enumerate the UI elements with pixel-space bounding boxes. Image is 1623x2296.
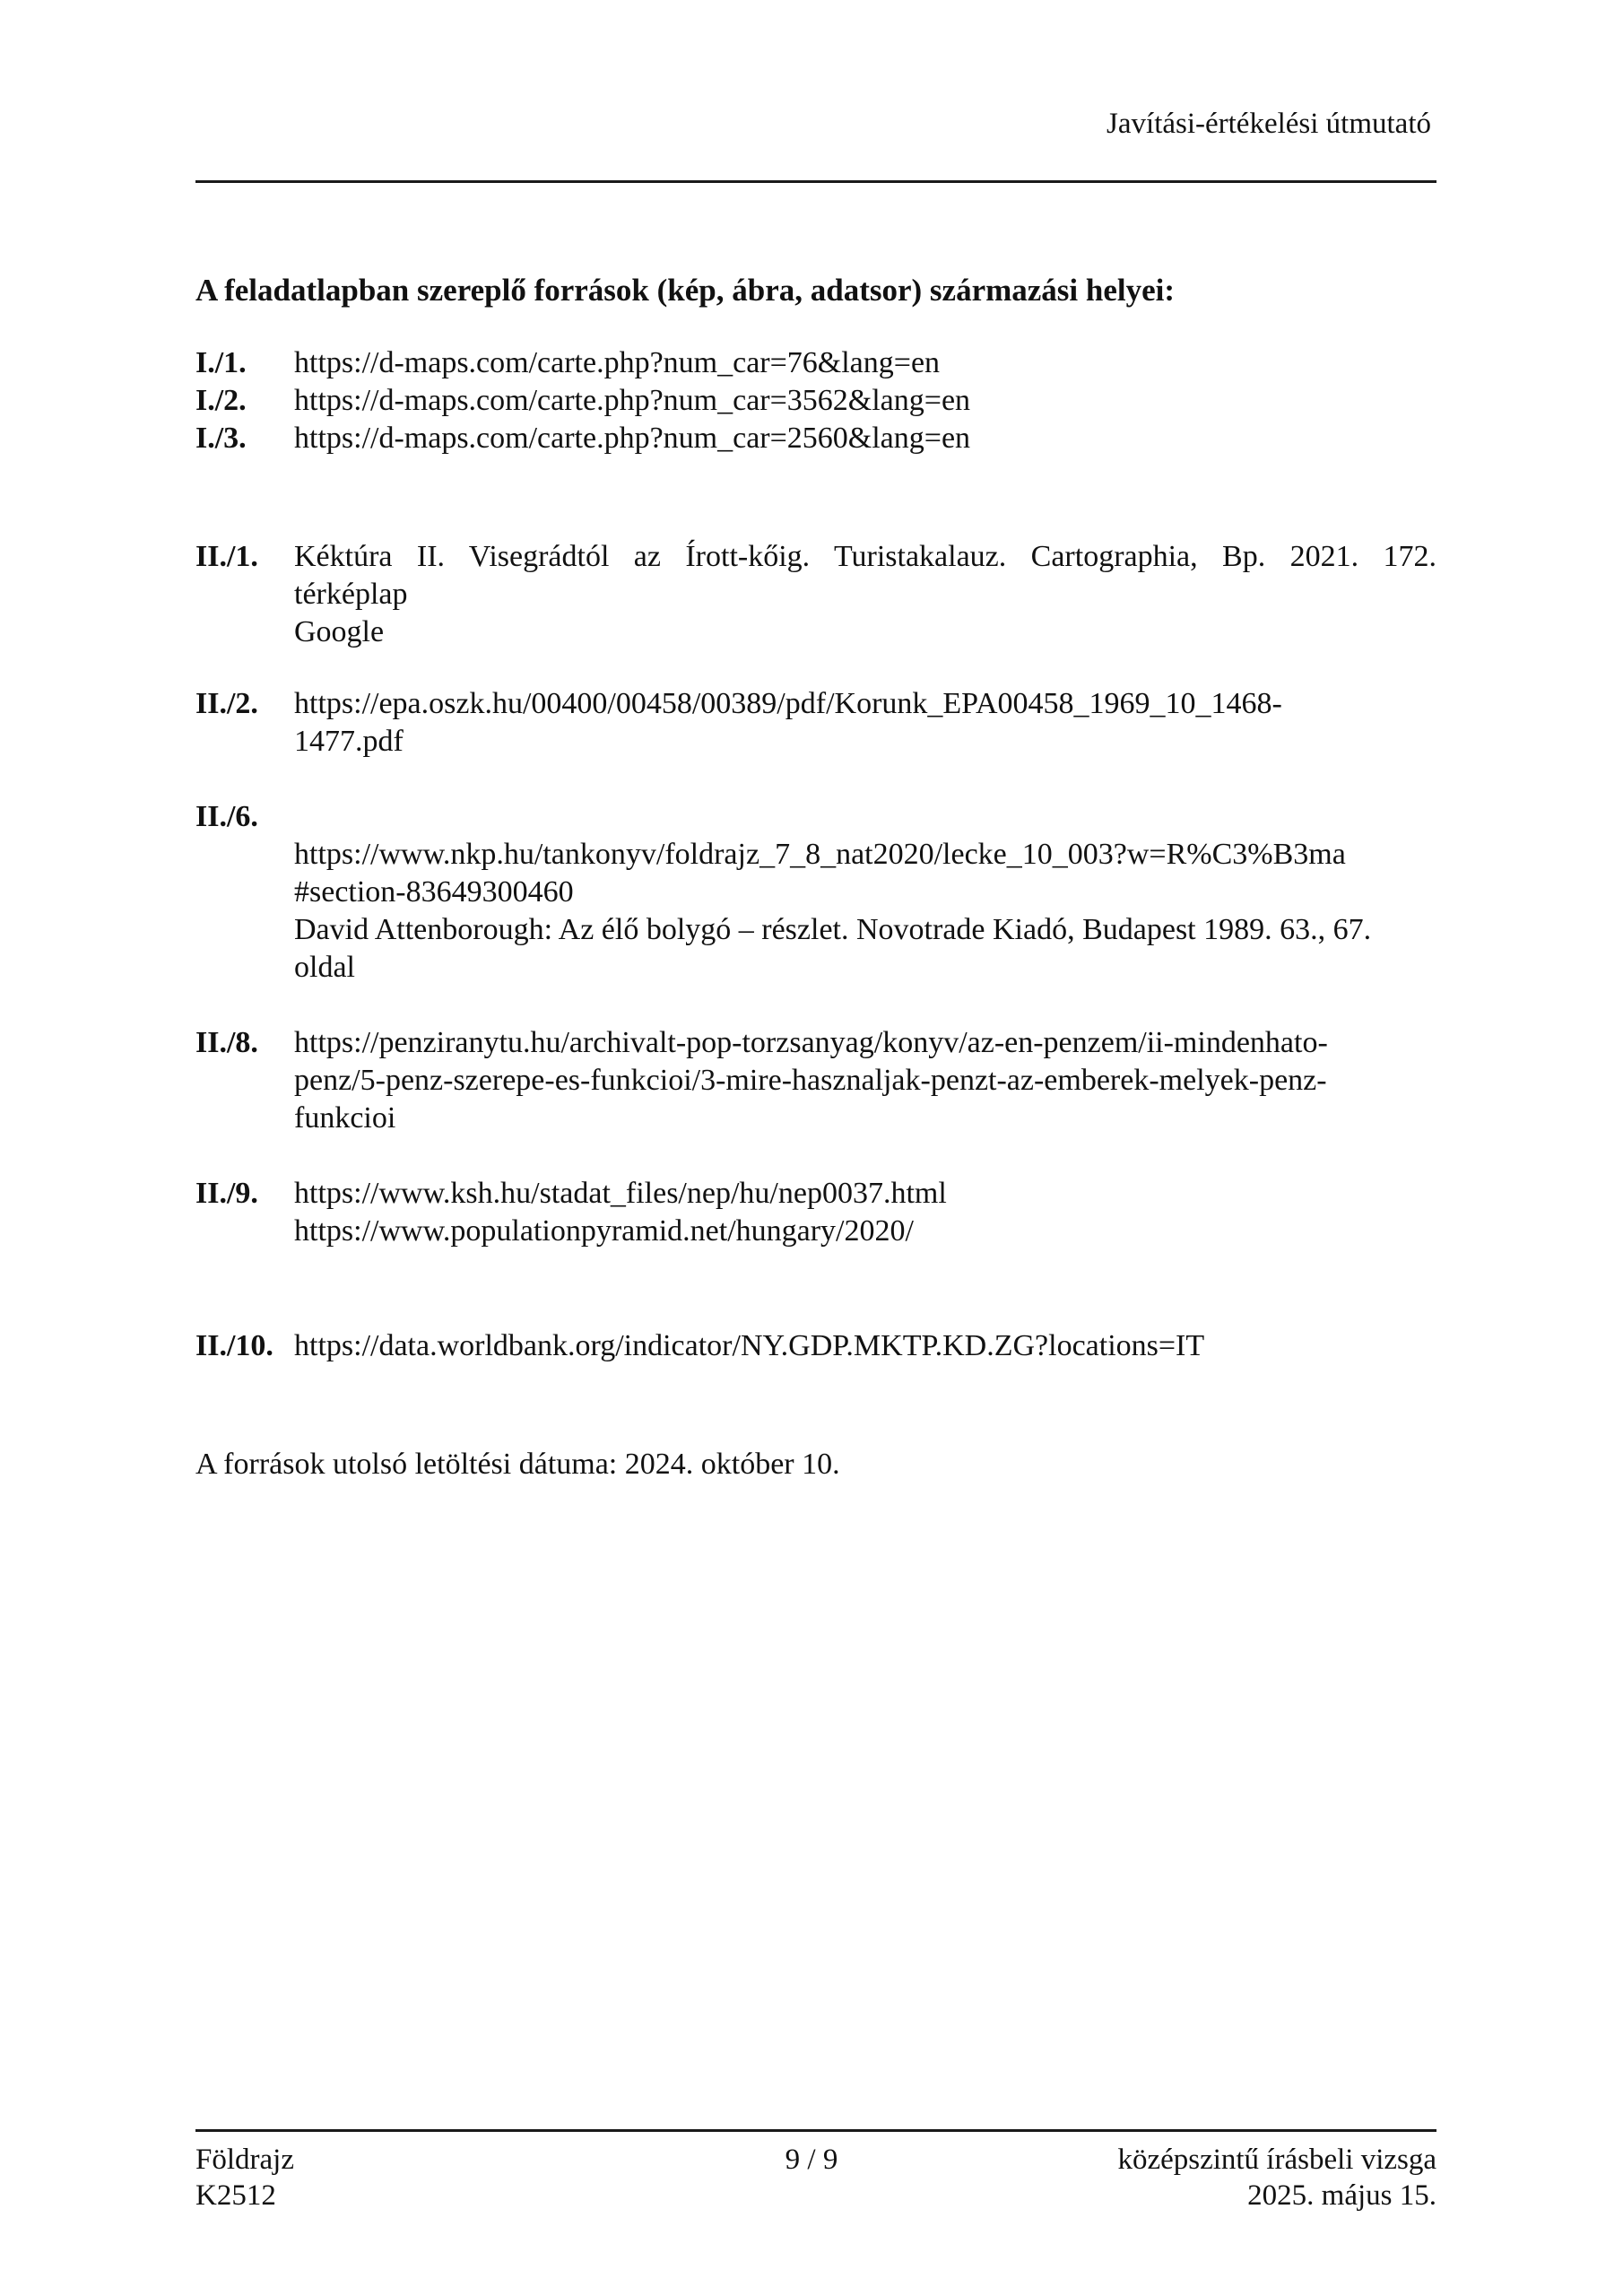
footer-date: 2025. május 15. xyxy=(1247,2179,1436,2212)
source-line: #section-83649300460 xyxy=(294,875,574,909)
footer-exam: középszintű írásbeli vizsga xyxy=(1117,2144,1436,2176)
source-row xyxy=(195,382,1436,420)
source-line: https://www.nkp.hu/tankonyv/foldrajz_7_8_nat2020/lecke_10_003?w=R%C3%B3ma xyxy=(294,838,1346,871)
source-row xyxy=(195,1175,1436,1250)
source-line: https://data.worldbank.org/indicator/NY.GDP.MKTP.KD.ZG?locations=IT xyxy=(294,1329,1205,1362)
source-line: penz/5-penz-szerepe-es-funkcioi/3-mire-hasznaljak-penzt-az-emberek-melyek-penz- xyxy=(294,1064,1327,1097)
download-date: A források utolsó letöltési dátuma: 2024. október 10. xyxy=(195,1448,840,1481)
source-row xyxy=(195,685,1436,761)
source-line: https://epa.oszk.hu/00400/00458/00389/pdf/Korunk_EPA00458_1969_10_1468- xyxy=(294,687,1282,720)
source-line: https://www.populationpyramid.net/hungary/2020/ xyxy=(294,1214,914,1248)
source-row xyxy=(195,420,1436,457)
source-line: https://d-maps.com/carte.php?num_car=76&lang=en xyxy=(294,346,941,379)
source-label: II./2. xyxy=(195,687,258,720)
footer-code: K2512 xyxy=(195,2179,276,2212)
source-line: David Attenborough: Az élő bolygó – részlet. Novotrade Kiadó, Budapest 1989. 63., 67. xyxy=(294,913,1372,946)
source-label: II./10. xyxy=(195,1329,273,1362)
source-row xyxy=(195,798,1436,836)
running-header: Javítási-értékelési útmutató xyxy=(1107,108,1431,140)
source-label: II./1. xyxy=(195,540,258,573)
source-line: https://d-maps.com/carte.php?num_car=3562&lang=en xyxy=(294,384,971,417)
source-label: II./9. xyxy=(195,1177,258,1210)
source-row xyxy=(195,1327,1436,1365)
page-number: 9 / 9 xyxy=(785,2144,838,2176)
source-line: oldal xyxy=(294,951,355,984)
source-line: 1477.pdf xyxy=(294,725,404,758)
source-label: II./8. xyxy=(195,1026,258,1059)
source-row-body xyxy=(195,836,1436,987)
source-label: I./2. xyxy=(195,384,247,417)
source-label: I./1. xyxy=(195,346,247,379)
header-rule xyxy=(195,180,1436,183)
source-line: Google xyxy=(294,615,385,648)
footer-right xyxy=(1117,2142,1436,2213)
source-line: térképlap xyxy=(294,578,408,611)
source-line: https://d-maps.com/carte.php?num_car=2560&lang=en xyxy=(294,422,971,455)
source-row xyxy=(195,538,1436,651)
source-line: funkcioi xyxy=(294,1101,396,1135)
footer-rule xyxy=(195,2129,1436,2132)
source-row xyxy=(195,1024,1436,1137)
source-row xyxy=(195,344,1436,382)
source-line: Kéktúra II. Visegrádtól az Írott-kőig. Turistakalauz. Cartographia, Bp. 2021. 172. xyxy=(294,540,1436,573)
section-title: A feladatlapban szereplő források (kép, ábra, adatsor) származási helyei: xyxy=(195,273,1176,308)
source-label: I./3. xyxy=(195,422,247,455)
source-group-i xyxy=(195,344,1436,457)
footer-subject: Földrajz xyxy=(195,2144,294,2176)
source-label: II./6. xyxy=(195,800,258,833)
source-line: https://www.ksh.hu/stadat_files/nep/hu/nep0037.html xyxy=(294,1177,947,1210)
source-line: https://penziranytu.hu/archivalt-pop-torzsanyag/konyv/az-en-penzem/ii-mindenhato- xyxy=(294,1026,1328,1059)
